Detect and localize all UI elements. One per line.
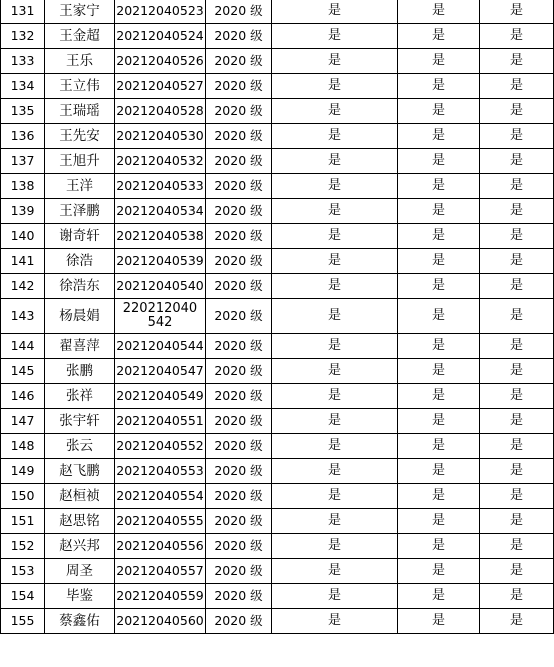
student-name-cell: 王洋 [45, 174, 115, 199]
status-cell-1: 是 [272, 409, 398, 434]
status-cell-3: 是 [480, 0, 554, 24]
table-row [1, 459, 554, 484]
student-name-cell: 翟喜萍 [45, 334, 115, 359]
student-name-cell: 张祥 [45, 384, 115, 409]
row-number-cell: 132 [1, 24, 45, 49]
status-cell-3: 是 [480, 459, 554, 484]
status-cell-1: 是 [272, 434, 398, 459]
grade-cell: 2020 级 [206, 334, 272, 359]
status-cell-1: 是 [272, 459, 398, 484]
row-number-cell: 138 [1, 174, 45, 199]
table-row [1, 174, 554, 199]
status-cell-3: 是 [480, 434, 554, 459]
row-number-cell: 144 [1, 334, 45, 359]
status-cell-3: 是 [480, 359, 554, 384]
row-number-cell: 131 [1, 0, 45, 24]
row-number-cell: 142 [1, 274, 45, 299]
student-name-cell: 张宇轩 [45, 409, 115, 434]
table-row [1, 434, 554, 459]
status-cell-2: 是 [398, 24, 480, 49]
student-id-cell: 20212040538 [115, 224, 206, 249]
student-id-cell: 20212040530 [115, 124, 206, 149]
status-cell-3: 是 [480, 124, 554, 149]
status-cell-3: 是 [480, 409, 554, 434]
status-cell-3: 是 [480, 559, 554, 584]
row-number-cell: 147 [1, 409, 45, 434]
status-cell-3: 是 [480, 24, 554, 49]
table-row [1, 224, 554, 249]
student-id-cell: 20212040560 [115, 609, 206, 634]
student-id-cell: 20212040533 [115, 174, 206, 199]
student-id-cell: 20212040552 [115, 434, 206, 459]
student-name-cell: 赵桓祯 [45, 484, 115, 509]
status-cell-2: 是 [398, 409, 480, 434]
status-cell-3: 是 [480, 509, 554, 534]
table-row [1, 74, 554, 99]
status-cell-3: 是 [480, 249, 554, 274]
table-row [1, 384, 554, 409]
student-name-cell: 王泽鹏 [45, 199, 115, 224]
status-cell-3: 是 [480, 99, 554, 124]
grade-cell: 2020 级 [206, 149, 272, 174]
status-cell-1: 是 [272, 559, 398, 584]
status-cell-2: 是 [398, 99, 480, 124]
status-cell-1: 是 [272, 99, 398, 124]
row-number-cell: 143 [1, 299, 45, 334]
status-cell-3: 是 [480, 149, 554, 174]
table-row [1, 584, 554, 609]
table-row [1, 299, 554, 334]
student-id-cell: 20212040555 [115, 509, 206, 534]
student-id-cell: 20212040527 [115, 74, 206, 99]
grade-cell: 2020 级 [206, 299, 272, 334]
student-table-body [1, 0, 554, 634]
status-cell-1: 是 [272, 299, 398, 334]
student-id-cell: 20212040557 [115, 559, 206, 584]
student-id-cell: 20212040528 [115, 99, 206, 124]
status-cell-2: 是 [398, 299, 480, 334]
table-row [1, 274, 554, 299]
grade-cell: 2020 级 [206, 224, 272, 249]
table-row [1, 609, 554, 634]
status-cell-2: 是 [398, 249, 480, 274]
status-cell-2: 是 [398, 434, 480, 459]
student-name-cell: 徐浩 [45, 249, 115, 274]
student-name-cell: 谢奇轩 [45, 224, 115, 249]
row-number-cell: 145 [1, 359, 45, 384]
student-name-cell: 王先安 [45, 124, 115, 149]
table-row [1, 409, 554, 434]
status-cell-2: 是 [398, 484, 480, 509]
status-cell-1: 是 [272, 274, 398, 299]
student-name-cell: 徐浩东 [45, 274, 115, 299]
status-cell-1: 是 [272, 224, 398, 249]
status-cell-3: 是 [480, 174, 554, 199]
row-number-cell: 152 [1, 534, 45, 559]
status-cell-2: 是 [398, 584, 480, 609]
grade-cell: 2020 级 [206, 484, 272, 509]
grade-cell: 2020 级 [206, 124, 272, 149]
status-cell-1: 是 [272, 584, 398, 609]
status-cell-2: 是 [398, 384, 480, 409]
status-cell-3: 是 [480, 274, 554, 299]
student-id-cell: 220212040542 [115, 299, 206, 334]
status-cell-2: 是 [398, 174, 480, 199]
row-number-cell: 140 [1, 224, 45, 249]
status-cell-2: 是 [398, 274, 480, 299]
status-cell-3: 是 [480, 534, 554, 559]
status-cell-2: 是 [398, 124, 480, 149]
status-cell-1: 是 [272, 0, 398, 24]
grade-cell: 2020 级 [206, 459, 272, 484]
grade-cell: 2020 级 [206, 534, 272, 559]
grade-cell: 2020 级 [206, 384, 272, 409]
row-number-cell: 146 [1, 384, 45, 409]
status-cell-3: 是 [480, 334, 554, 359]
student-id-cell: 20212040523 [115, 0, 206, 24]
status-cell-2: 是 [398, 0, 480, 24]
table-row [1, 334, 554, 359]
student-name-cell: 赵飞鹏 [45, 459, 115, 484]
status-cell-3: 是 [480, 199, 554, 224]
status-cell-1: 是 [272, 334, 398, 359]
status-cell-1: 是 [272, 484, 398, 509]
status-cell-1: 是 [272, 249, 398, 274]
status-cell-1: 是 [272, 49, 398, 74]
status-cell-3: 是 [480, 384, 554, 409]
status-cell-3: 是 [480, 609, 554, 634]
row-number-cell: 133 [1, 49, 45, 74]
grade-cell: 2020 级 [206, 559, 272, 584]
grade-cell: 2020 级 [206, 49, 272, 74]
table-row [1, 534, 554, 559]
status-cell-2: 是 [398, 459, 480, 484]
row-number-cell: 153 [1, 559, 45, 584]
table-row [1, 24, 554, 49]
status-cell-3: 是 [480, 49, 554, 74]
grade-cell: 2020 级 [206, 99, 272, 124]
row-number-cell: 134 [1, 74, 45, 99]
student-id-cell: 20212040524 [115, 24, 206, 49]
student-id-cell: 20212040547 [115, 359, 206, 384]
status-cell-2: 是 [398, 359, 480, 384]
status-cell-2: 是 [398, 559, 480, 584]
status-cell-2: 是 [398, 149, 480, 174]
row-number-cell: 149 [1, 459, 45, 484]
status-cell-1: 是 [272, 24, 398, 49]
row-number-cell: 136 [1, 124, 45, 149]
grade-cell: 2020 级 [206, 434, 272, 459]
status-cell-2: 是 [398, 534, 480, 559]
student-name-cell: 王旭升 [45, 149, 115, 174]
student-id-cell: 20212040532 [115, 149, 206, 174]
grade-cell: 2020 级 [206, 0, 272, 24]
student-id-cell: 20212040544 [115, 334, 206, 359]
student-name-cell: 毕鉴 [45, 584, 115, 609]
row-number-cell: 148 [1, 434, 45, 459]
row-number-cell: 137 [1, 149, 45, 174]
table-row [1, 249, 554, 274]
status-cell-2: 是 [398, 74, 480, 99]
grade-cell: 2020 级 [206, 274, 272, 299]
student-id-cell: 20212040534 [115, 199, 206, 224]
student-id-cell: 20212040553 [115, 459, 206, 484]
status-cell-1: 是 [272, 609, 398, 634]
table-row [1, 49, 554, 74]
student-id-cell: 20212040540 [115, 274, 206, 299]
status-cell-1: 是 [272, 534, 398, 559]
grade-cell: 2020 级 [206, 584, 272, 609]
row-number-cell: 151 [1, 509, 45, 534]
student-id-cell: 20212040526 [115, 49, 206, 74]
row-number-cell: 150 [1, 484, 45, 509]
status-cell-2: 是 [398, 49, 480, 74]
row-number-cell: 141 [1, 249, 45, 274]
status-cell-1: 是 [272, 149, 398, 174]
grade-cell: 2020 级 [206, 174, 272, 199]
student-name-cell: 王乐 [45, 49, 115, 74]
row-number-cell: 139 [1, 199, 45, 224]
table-row [1, 509, 554, 534]
student-name-cell: 赵思铭 [45, 509, 115, 534]
student-name-cell: 王瑞瑶 [45, 99, 115, 124]
row-number-cell: 135 [1, 99, 45, 124]
table-row [1, 99, 554, 124]
row-number-cell: 154 [1, 584, 45, 609]
status-cell-2: 是 [398, 224, 480, 249]
status-cell-1: 是 [272, 199, 398, 224]
status-cell-1: 是 [272, 124, 398, 149]
status-cell-3: 是 [480, 299, 554, 334]
grade-cell: 2020 级 [206, 509, 272, 534]
grade-cell: 2020 级 [206, 24, 272, 49]
student-id-cell: 20212040556 [115, 534, 206, 559]
status-cell-3: 是 [480, 74, 554, 99]
student-id-cell: 20212040549 [115, 384, 206, 409]
status-cell-3: 是 [480, 584, 554, 609]
student-name-cell: 张鹏 [45, 359, 115, 384]
table-row [1, 199, 554, 224]
table-row [1, 484, 554, 509]
student-name-cell: 王家宁 [45, 0, 115, 24]
student-id-cell: 20212040559 [115, 584, 206, 609]
status-cell-2: 是 [398, 609, 480, 634]
grade-cell: 2020 级 [206, 199, 272, 224]
grade-cell: 2020 级 [206, 249, 272, 274]
table-row [1, 359, 554, 384]
status-cell-1: 是 [272, 174, 398, 199]
status-cell-1: 是 [272, 359, 398, 384]
grade-cell: 2020 级 [206, 359, 272, 384]
student-name-cell: 杨晨娟 [45, 299, 115, 334]
table-row [1, 559, 554, 584]
status-cell-1: 是 [272, 509, 398, 534]
status-cell-1: 是 [272, 384, 398, 409]
student-name-cell: 张云 [45, 434, 115, 459]
student-id-cell: 20212040554 [115, 484, 206, 509]
table-row [1, 0, 554, 24]
grade-cell: 2020 级 [206, 409, 272, 434]
grade-cell: 2020 级 [206, 609, 272, 634]
student-name-cell: 王金超 [45, 24, 115, 49]
table-row [1, 149, 554, 174]
student-name-cell: 蔡鑫佑 [45, 609, 115, 634]
row-number-cell: 155 [1, 609, 45, 634]
status-cell-1: 是 [272, 74, 398, 99]
status-cell-2: 是 [398, 334, 480, 359]
status-cell-2: 是 [398, 199, 480, 224]
student-id-cell: 20212040539 [115, 249, 206, 274]
student-name-cell: 王立伟 [45, 74, 115, 99]
grade-cell: 2020 级 [206, 74, 272, 99]
student-name-cell: 赵兴邦 [45, 534, 115, 559]
status-cell-2: 是 [398, 509, 480, 534]
student-id-cell: 20212040551 [115, 409, 206, 434]
student-name-cell: 周圣 [45, 559, 115, 584]
table-row [1, 124, 554, 149]
status-cell-3: 是 [480, 484, 554, 509]
status-cell-3: 是 [480, 224, 554, 249]
